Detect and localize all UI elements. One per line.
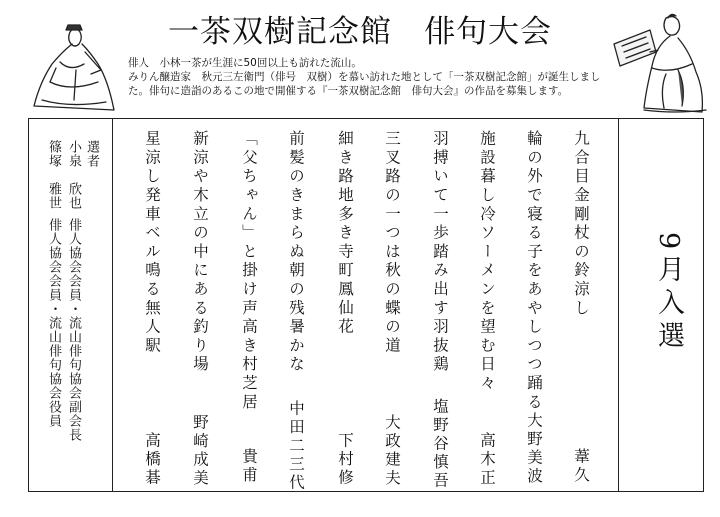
haiku-text: 細き路地多き寺町鳳仙花 bbox=[336, 130, 354, 337]
haiku-text: 三叉路の一つは秋の蝶の道 bbox=[383, 130, 401, 356]
judges-heading: 選者 bbox=[84, 140, 99, 168]
haiku-author: 貴甫 bbox=[240, 448, 258, 485]
judge-role: 俳人協会会員・流山俳句協会役員 bbox=[46, 218, 61, 428]
haiku-author: 塩野谷慎吾 bbox=[431, 398, 449, 491]
judge-name: 篠塚 雅世 bbox=[46, 140, 61, 210]
intro-line: た。俳句に造詣のあるこの地で開催する『一茶双樹記念館 俳句大会』の作品を募集します。 bbox=[128, 85, 569, 97]
haiku-text: 輪の外で寝る子をあやしつつ踊る bbox=[525, 130, 543, 412]
haiku-author: 大野美波 bbox=[525, 412, 543, 486]
entries-frame bbox=[28, 118, 704, 492]
haiku-author: 下村修 bbox=[336, 432, 354, 488]
intro-line: 俳人 小林一茶が生涯に50回以上も訪れた流山。 bbox=[128, 57, 362, 69]
month-label: 9月入選 bbox=[653, 232, 684, 355]
judge-name: 小泉 欣也 bbox=[66, 140, 81, 210]
haiku-author: 高橋碁 bbox=[143, 432, 161, 488]
haiku-text: 星涼し発車ベル鳴る無人駅 bbox=[143, 130, 161, 356]
month-divider bbox=[618, 118, 619, 492]
haiku-author: 野崎成美 bbox=[191, 414, 209, 488]
judge-role: 俳人協会会員・流山俳句協会副会長 bbox=[66, 218, 81, 442]
haiku-text: 「父ちゃん」と掛け声高き村芝居 bbox=[240, 130, 258, 412]
intro-line: みりん醸造家 秋元三左衛門（俳号 双樹）を慕い訪れた地として「一茶双樹記念館」が誕生しまし bbox=[128, 71, 601, 83]
haiku-text: 羽搏いて一歩踏み出す羽抜鶏 bbox=[431, 130, 449, 375]
haiku-author: 高木正 bbox=[478, 432, 496, 488]
judges-divider bbox=[112, 118, 113, 492]
haiku-author: 葦久 bbox=[572, 448, 590, 485]
haiku-text: 前髪のきまらぬ朝の残暑かな bbox=[287, 130, 305, 375]
haiku-author: 大政建夫 bbox=[383, 414, 401, 488]
haiku-author: 中田二三代 bbox=[287, 400, 305, 493]
page-title: 一茶双樹記念館 俳句大会 bbox=[168, 14, 552, 50]
intro-text bbox=[128, 56, 601, 98]
haiku-text: 施設暮し冷ソーメンを望む日々 bbox=[478, 130, 496, 394]
haiku-text: 新涼や木立の中にある釣り場 bbox=[191, 130, 209, 375]
haiku-text: 九合目金剛杖の鈴涼し bbox=[572, 130, 590, 318]
